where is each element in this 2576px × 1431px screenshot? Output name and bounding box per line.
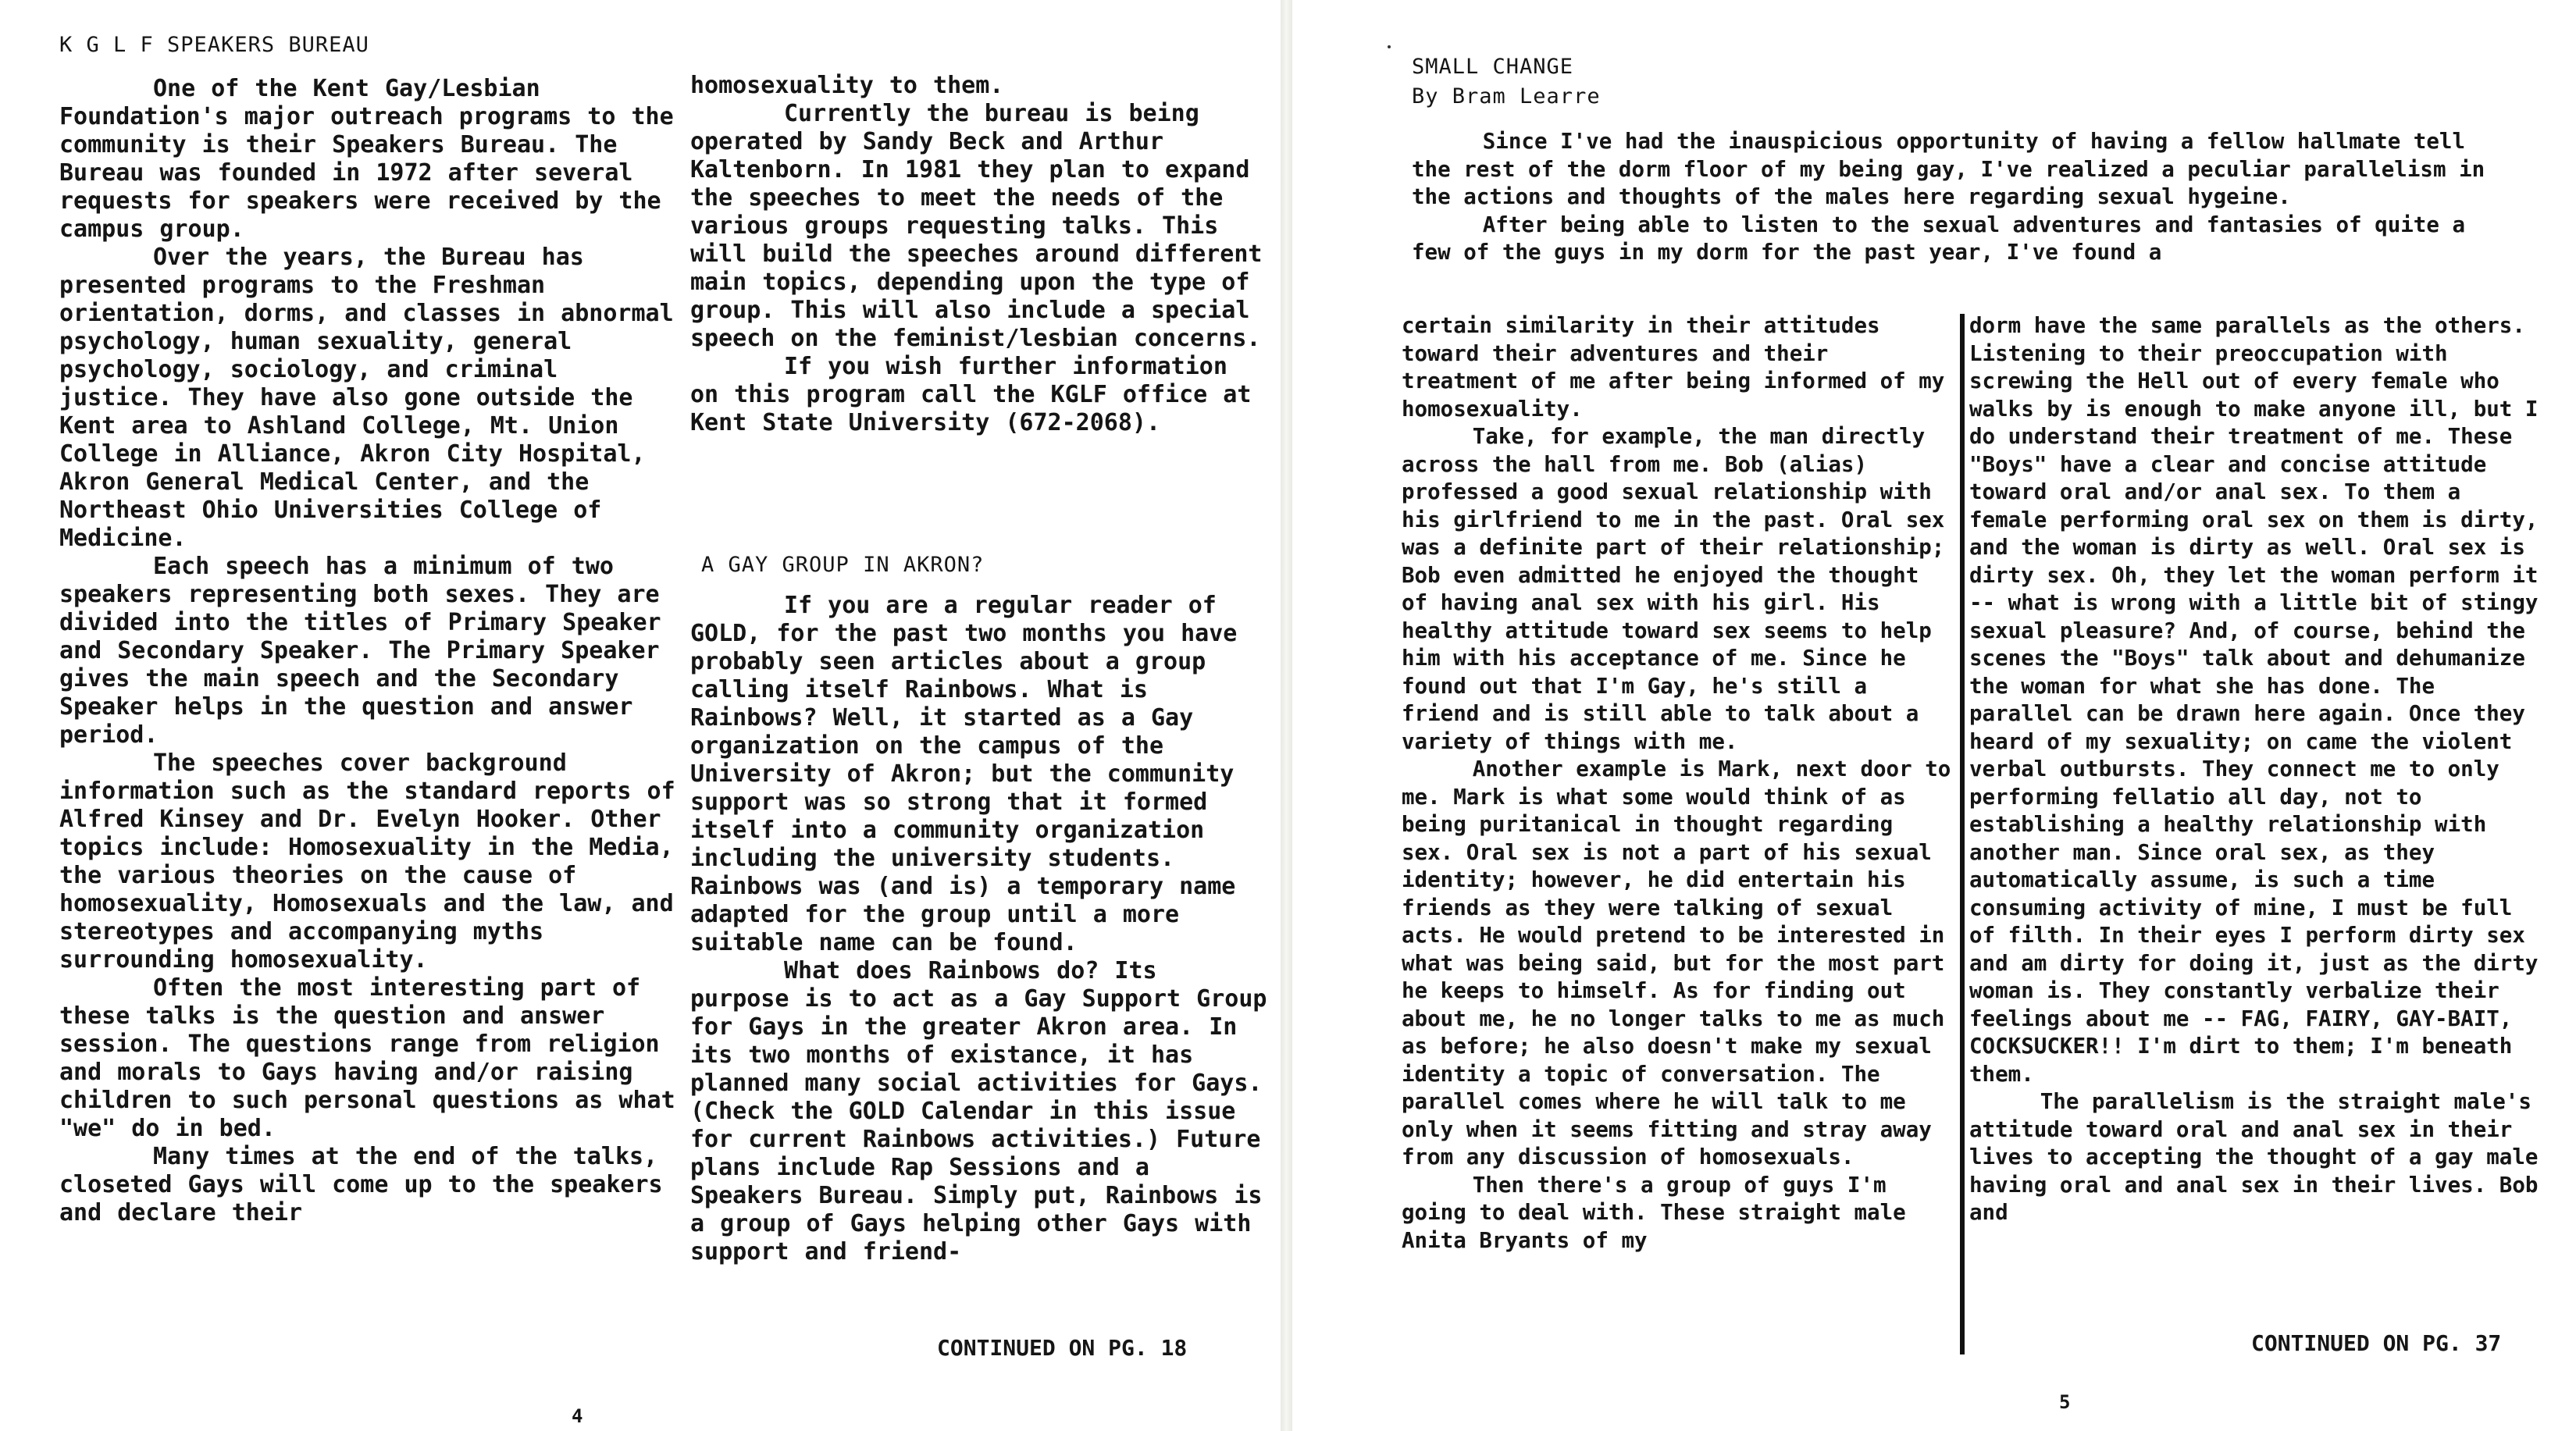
small-change-intro: [1412, 128, 2509, 267]
speakers-bureau-column-2: [690, 72, 1268, 437]
akron-group-heading: A GAY GROUP IN AKRON?: [701, 553, 985, 577]
article-paragraph: Over the years, the Bureau has presented programs to the Freshman orientation, dorms, and classes in abnormal psychology, human sexuality, general psychology, sociology, and criminal justice. They have also gone outside the Kent area to Ashland College, Mt. Union College in Alliance, Akron City Hospital, Akron General Medical Center, and the Northeast Ohio Universities College of Medicine.: [59, 244, 674, 552]
article-paragraph: After being able to listen to the sexual adventures and fantasies of quite a few of the guys in my dorm for the past year, I've found a: [1412, 212, 2466, 265]
article-paragraph: Many times at the end of the talks, closeted Gays will come up to the speakers and declare their: [59, 1143, 663, 1226]
continued-note: CONTINUED ON PG. 37: [2251, 1330, 2502, 1356]
article-paragraph: One of the Kent Gay/Lesbian Foundation's major outreach programs to the community is their Speakers Bureau. The Bureau was founded in 1972 after several requests for speakers were received by the campus group.: [59, 75, 674, 243]
article-paragraph: Since I've had the inauspicious opportunity of having a fellow hallmate tell the rest of the dorm floor of my being gay, I've realized a peculiar parallelism in the actions and thoughts of the males here regarding sexual hygeine.: [1412, 129, 2485, 209]
right-page: [1292, 0, 2576, 1431]
article-paragraph: Take, for example, the man directly across the hall from me. Bob (alias) professed a good sexual relationship with his girlfriend to me in the past. Oral sex was a definite part of their relationship; Bob even admitted he enjoyed the thought of having anal sex with his girl. His healthy attitude toward sex seems to help him with his acceptance of me. Since he found out that I'm Gay, he's still a friend and is still able to talk about a variety of things with me.: [1402, 424, 1945, 754]
speakers-bureau-column-1: [59, 75, 684, 1227]
article-paragraph: dorm have the same parallels as the others. Listening to their preoccupation with screwing the Hell out of every female who walks by is enough to make anyone ill, but I do understand their treatment of me. These "Boys" have a clear and concise attitude toward oral and/or anal sex. To them a female performing oral sex on them is dirty, and the woman is dirty as well. Oral sex is dirty sex. Oh, they let the woman perform it -- what is wrong with a little bit of stingy sexual pleasure? And, of course, behind the scenes the "Boys" talk about and dehumanize the woman for what she has done. The parallel can be drawn here again. Once they heard of my sexuality; on came the violent verbal outbursts. They connect me to only performing fellatio all day, not to establishing a healthy relationship with another man. Since oral sex, as they automatically assume, is such a time consuming activity of mine, I must be full of filth. In their eyes I perform dirty sex and am dirty for doing it, just as the dirty woman is. They constantly verbalize their feelings about me -- FAG, FAIRY, GAY-BAIT, COCKSUCKER!! I'm dirt to them; I'm beneath them.: [1969, 313, 2539, 1087]
page-gutter: [1281, 0, 1292, 1431]
article-paragraph: Then there's a group of guys I'm going to deal with. These straight male Anita Bryants of my: [1402, 1172, 1906, 1253]
article-paragraph: Each speech has a minimum of two speakers representing both sexes. They are divided into the titles of Primary Speaker and Secondary Speaker. The Primary Speaker gives the main speech and the Secondary Speaker helps in the question and answer period.: [59, 553, 661, 749]
akron-group-column: [690, 592, 1268, 1266]
article-paragraph: The parallelism is the straight male's attitude toward oral and anal sex in their lives to accepting the thought of a gay male having oral and anal sex in their lives. Bob and: [1969, 1089, 2539, 1225]
article-paragraph: If you are a regular reader of GOLD, for the past two months you have probably seen articles about a group calling itself Rainbows. What is Rainbows? Well, it started as a Gay organization on the campus of the University of Akron; but the community support was so strong that it formed itself into a community organization including the university students. Rainbows was (and is) a temporary name adapted for the group until a more suitable name can be found.: [690, 592, 1238, 956]
article-paragraph: Currently the bureau is being operated by Sandy Beck and Arthur Kaltenborn. In 1981 they plan to expand the speeches to meet the needs of the various groups requesting talks. This will build the speeches around different main topics, depending upon the type of group. This will also include a special speech on the feminist/lesbian concerns.: [690, 100, 1263, 352]
column-divider: [1960, 314, 1965, 1354]
continued-note: CONTINUED ON PG. 18: [937, 1335, 1188, 1361]
article-paragraph: Another example is Mark, next door to me. Mark is what some would think of as being puritanical in thought regarding sex. Oral sex is not a part of his sexual identity; however, he did entertain his friends as they were talking of sexual acts. He would pretend to be interested in what was being said, but for the most part he keeps to himself. As for finding out about me, he no longer talks to me as much as before; he also doesn't make my sexual identity a topic of conversation. The parallel comes where he will talk to me only when it seems fitting and stray away from any discussion of homosexuals.: [1402, 756, 1951, 1169]
print-speck: [1388, 45, 1391, 48]
left-page: [0, 0, 1281, 1431]
article-paragraph: If you wish further information on this program call the KGLF office at Kent State University (672-2068).: [690, 353, 1252, 436]
article-title: SMALL CHANGE: [1412, 55, 1574, 79]
article-paragraph: What does Rainbows do? Its purpose is to act as a Gay Support Group for Gays in the greater Akron area. In its two months of existance, it has planned many social activities for Gays. (Check the GOLD Calendar in this issue for current Rainbows activities.) Future plans include Rap Sessions and a Speakers Bureau. Simply put, Rainbows is a group of Gays helping other Gays with support and friend-: [690, 957, 1267, 1265]
page-number: 4: [572, 1405, 583, 1427]
speakers-bureau-heading: K G L F SPEAKERS BUREAU: [59, 33, 369, 57]
article-paragraph: The speeches cover background information such as the standard reports of Alfred Kinsey and Dr. Evelyn Hooker. Other topics include: Homosexuality in the Media, the various theories on the cause of homosexuality, Homosexuals and the law, and stereotypes and accompanying myths surrounding homosexuality.: [59, 749, 675, 974]
small-change-column-2: [1969, 312, 2539, 1227]
small-change-column-1: [1402, 312, 1952, 1255]
page-number: 5: [2059, 1391, 2071, 1413]
article-paragraph: Often the most interesting part of these talks is the question and answer session. The questions range from religion and morals to Gays having and/or raising children to such personal questions as what "we" do in bed.: [59, 974, 675, 1142]
byline: By Bram Learre: [1412, 84, 1601, 109]
article-paragraph: certain similarity in their attitudes toward their adventures and their treatment of me after being informed of my homosexuality.: [1402, 313, 1945, 422]
article-paragraph: homosexuality to them.: [690, 72, 1004, 99]
